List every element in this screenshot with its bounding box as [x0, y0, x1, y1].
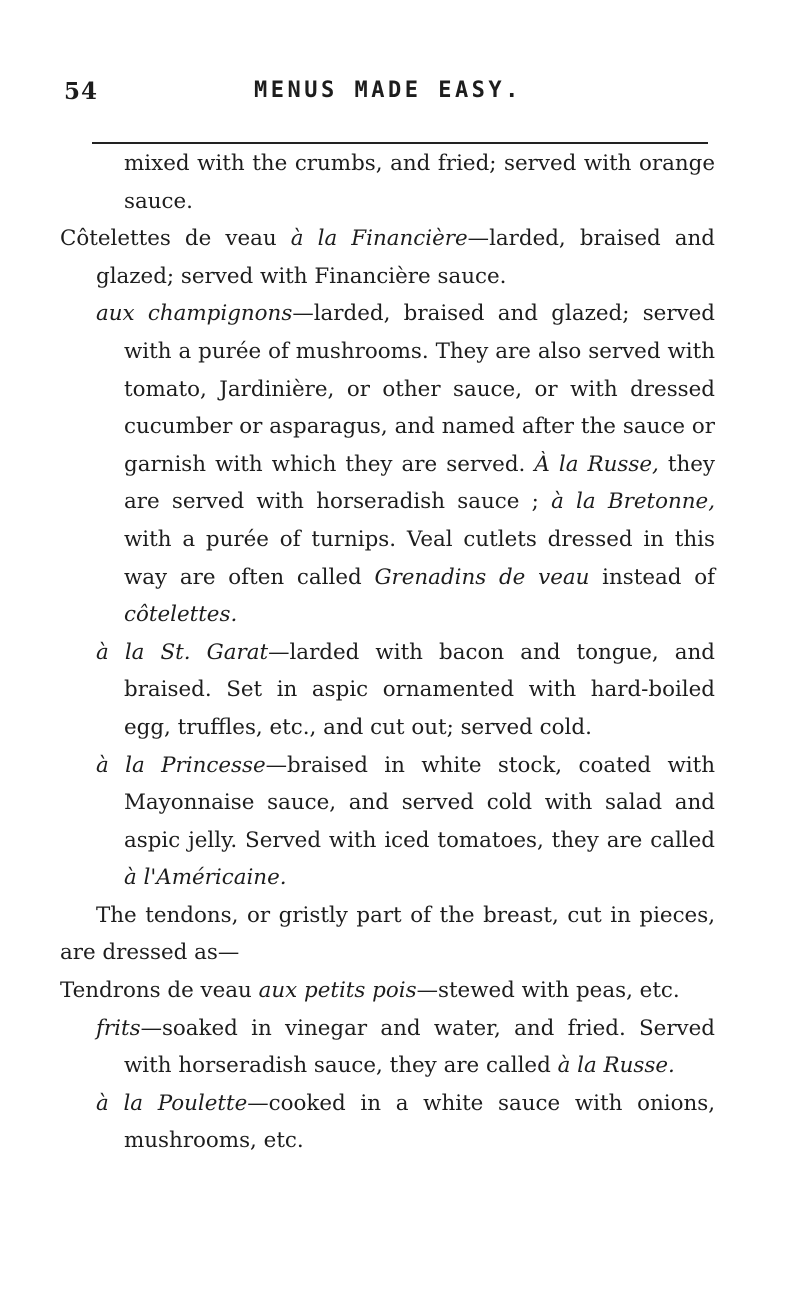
- page-header: [64, 78, 704, 118]
- entry-tendrons-petits-pois: Tendrons de veau aux petits pois—stewed with peas, etc.: [60, 978, 680, 1004]
- paragraph-tendons: The tendons, or gristly part of the breast, cut in pieces, are dressed as—: [60, 902, 715, 966]
- entry-princesse: à la Princesse—braised in white stock, coated with Mayonnaise sauce, and served cold with salad and aspic jelly. Served with iced tomatoes, they are called à l'Américaine.: [96, 752, 715, 891]
- entry-aux-champignons: aux champignons—larded, braised and glazed; served with a purée of mushrooms. They are also served with tomato, Jardinière, or other sauce, or with dressed cucumber or asparagus, and named after the sauce or garnish with which they are served. À la Russe, they are served with horseradish sauce ; à la Bretonne, with a purée of turnips. Veal cutlets dressed in this way are often called Grenadins de veau instead of côtelettes.: [96, 301, 716, 628]
- entry-frits: frits—soaked in vinegar and water, and fried. Served with horseradish sauce, they are called à la Russe.: [96, 1015, 715, 1079]
- entry-poulette: à la Poulette—cooked in a white sauce with onions, mushrooms, etc.: [96, 1090, 715, 1154]
- header-rule: [92, 142, 708, 144]
- page-body: [60, 145, 715, 1160]
- entry-st-garat: à la St. Garat—larded with bacon and tongue, and braised. Set in aspic ornamented with hard-boiled egg, truffles, etc., and cut out; served cold.: [96, 639, 715, 740]
- running-title: MENUS MADE EASY.: [254, 78, 522, 103]
- paragraph-continuation: mixed with the crumbs, and fried; served with orange sauce.: [124, 151, 715, 214]
- page-number: 54: [64, 78, 99, 105]
- entry-cotelettes-financiere: Côtelettes de veau à la Financière—larded, braised and glazed; served with Financière sauce.: [60, 226, 715, 289]
